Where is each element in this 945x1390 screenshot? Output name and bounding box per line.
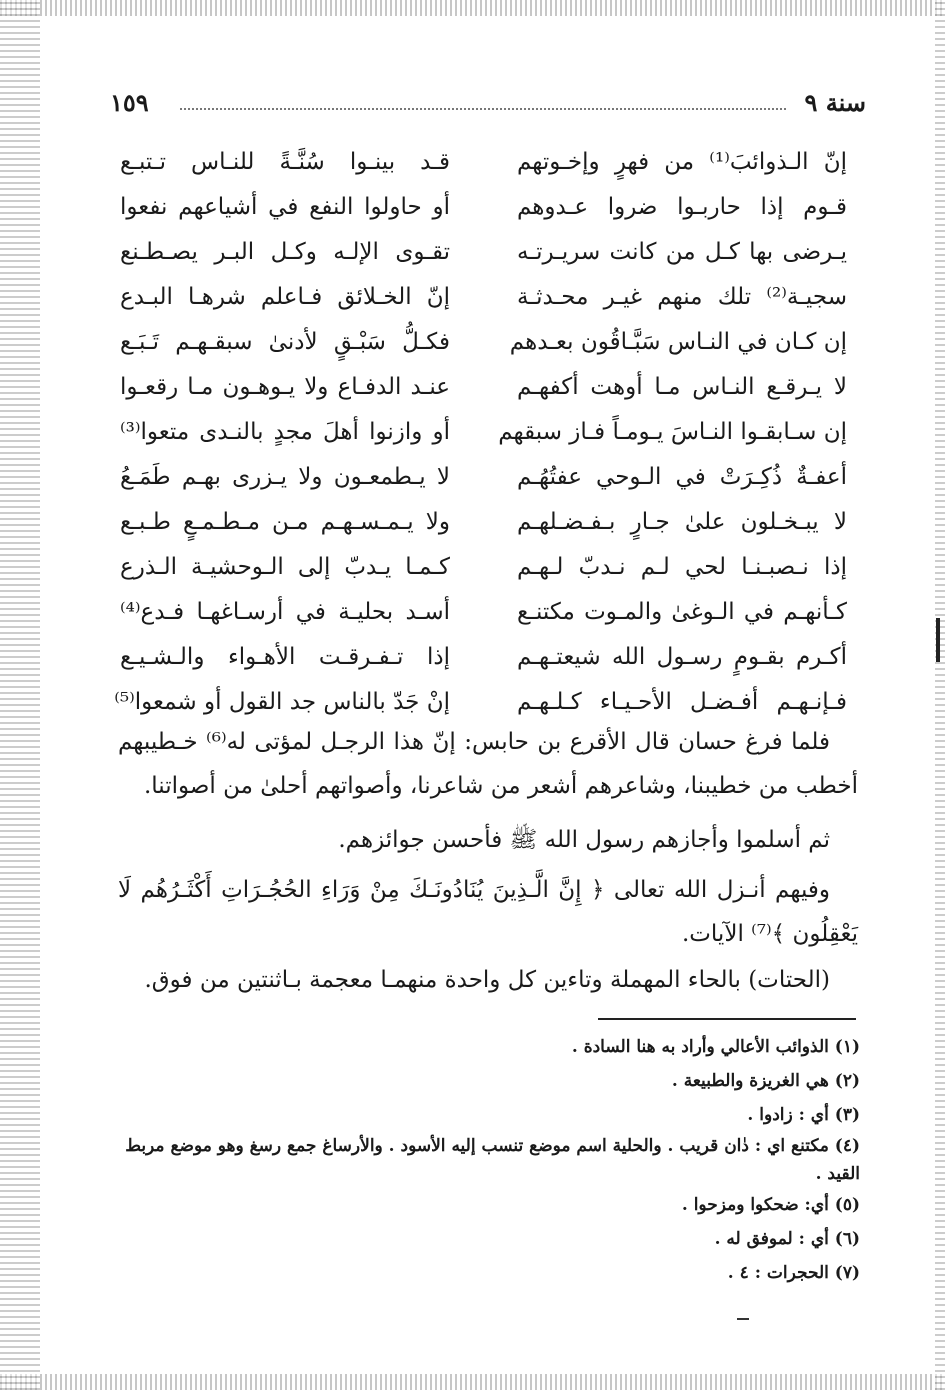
verse-first-hemistich: لا يبـخـلون علىٰ جـارٍ بـفـضـلهـم <box>517 509 847 535</box>
verse-second-hemistich: أسـد بحليـة في أرسـاغهـا فـدع⁽⁴⁾ <box>120 599 450 625</box>
verse-second-hemistich: عنـد الدفـاع ولا يـوهـون مـا رقعـوا <box>120 374 450 400</box>
verse-second-hemistich: قـد بينـوا سُنَّـةً للنـاس تـتبـع <box>120 149 450 175</box>
verse <box>120 185 847 230</box>
poem <box>114 140 848 725</box>
verse <box>120 590 847 635</box>
header-title: سنة ٩ <box>804 88 866 117</box>
footnote: (٢) هي الغريزة والطبيعة . <box>671 1071 860 1091</box>
verse-first-hemistich: لا يـرقـع النـاس مـا أوهت أكفهـم <box>517 374 847 400</box>
verse-second-hemistich: تقـوى الإلـه وكـل البـر يصـطـنع <box>120 239 450 265</box>
body-paragraph: ثم أسلموا وأجازهم رسول الله ﷺ فأحسن جوائزهم. <box>338 827 830 853</box>
verse-first-hemistich: أعفـةٌ ذُكِـرَتْ في الـوحي عفتُهُـم <box>517 464 847 490</box>
verse-first-hemistich: إنّ الـذوائبَ⁽¹⁾ من فهرٍ وإخـوتهم <box>517 149 848 175</box>
verse <box>120 635 847 680</box>
verse-second-hemistich: كـمـا يـدبّ إلى الـوحشيـة الـذرع <box>120 554 450 580</box>
verse-first-hemistich: كـأنهـم في الـوغىٰ والمـوت مكتنـع <box>517 599 847 625</box>
page-border-right <box>935 0 945 1390</box>
page-border-left <box>0 0 40 1390</box>
page-number: ١٥٩ <box>110 88 149 117</box>
verse <box>114 680 847 725</box>
verse <box>120 500 847 545</box>
running-header <box>110 88 866 120</box>
footnote: (٥) أي: ضحكوا ومزحوا . <box>681 1195 860 1215</box>
footnote: (١) الذوائب الأعالي وأراد به هنا السادة . <box>571 1037 860 1057</box>
verse-second-hemistich: ولا يـمـسـهـم مـن مـطـمـعٍ طـبـع <box>120 509 450 535</box>
body-paragraph: فلما فرغ حسان قال الأقرع بن حابس: إنّ هذا الرجـل لمؤتى له⁽⁶⁾ خـطيبهم أخطب من خطيبنا، وشاعرهم أشعر من شاعرنا، وأصواتهم أحلىٰ من أصواتنا. <box>118 729 858 799</box>
bottom-mark <box>737 1318 749 1320</box>
page-border-bottom <box>0 1374 945 1390</box>
verse <box>120 410 847 455</box>
footnotes <box>116 1030 860 1290</box>
page-border-top <box>0 0 945 16</box>
verse-second-hemistich: إنْ جَدّ بالناس جد القول أو شمعوا⁽⁵⁾ <box>114 689 450 715</box>
verse-second-hemistich: أو وازنوا أهلَ مجدٍ بالنـدى متعوا⁽³⁾ <box>120 419 450 445</box>
verse-first-hemistich: إن كـان في النـاس سَبَّـاقُون بعـدهم <box>509 329 847 355</box>
verse <box>120 140 847 185</box>
footnote-separator <box>598 1018 856 1020</box>
verse-second-hemistich: أو حاولوا النفع في أشياعهم نفعوا <box>120 194 450 220</box>
verse-first-hemistich: يـرضى بها كـل من كانت سريـرتـه <box>517 239 847 265</box>
verse <box>120 455 847 500</box>
verse-first-hemistich: إذا نـصبـنـا لحي لـم نـدبّ لـهـم <box>517 554 847 580</box>
footnote: (٤) مكتنع اي : دٰان قريب . والحلية اسم موضع تنسب إليه الأسود . والأرساغ جمع رسغ وهو موضع مربط القيد . <box>125 1136 860 1184</box>
verse-first-hemistich: أكـرم بقـومٍ رسـول الله شيعتـهـم <box>517 644 847 670</box>
verse-second-hemistich: فكـلُّ سَبْـقٍ لأدنىٰ سبقـهـم تَـبَـع <box>120 329 450 355</box>
footnote: (٧) الحجرات : ٤ . <box>727 1263 860 1283</box>
footnote: (٣) أي : زادوا . <box>747 1105 860 1125</box>
body-paragraph: (الحتات) بالحاء المهملة وتاءين كل واحدة منهمـا معجمة بـاثنتين من فوق. <box>144 967 830 993</box>
verse <box>120 320 847 365</box>
footnote: (٦) أي : لموفق له . <box>714 1229 860 1249</box>
header-dotted-leader <box>180 108 786 110</box>
body-paragraph: وفيهم أنـزل الله تعالى ﴿ إِنَّ الَّـذِينَ يُنَادُونَـكَ مِنْ وَرَاءِ الحُجُـرَاتِ أَكْثَـرُهُم لَا يَعْقِلُون ﴾⁽⁷⁾ الآيات. <box>118 877 858 947</box>
verse-first-hemistich: قـوم إذا حاربـوا ضروا عـدوهم <box>517 194 847 220</box>
verse-second-hemistich: لا يـطمعـون ولا يـزرى بهـم طَمَـعُ <box>120 464 450 490</box>
verse <box>120 365 847 410</box>
verse <box>120 230 847 275</box>
verse <box>120 275 847 320</box>
scan-edge-mark <box>936 618 940 662</box>
verse-first-hemistich: فـإنـهـم أفـضـل الأحـيـاء كـلـهـم <box>517 689 847 715</box>
verse-first-hemistich: إن سـابقـوا النـاسَ يـومـاً فـاز سبقهم <box>498 419 847 445</box>
verse-first-hemistich: سجيـة⁽²⁾ تلك منهم غيـر محـدثـة <box>517 284 847 310</box>
verse <box>120 545 847 590</box>
verse-second-hemistich: إذا تـفـرقـت الأهـواء والـشـيـع <box>120 644 450 670</box>
verse-second-hemistich: إنّ الخـلائق فـاعلم شرهـا البـدع <box>120 284 450 310</box>
